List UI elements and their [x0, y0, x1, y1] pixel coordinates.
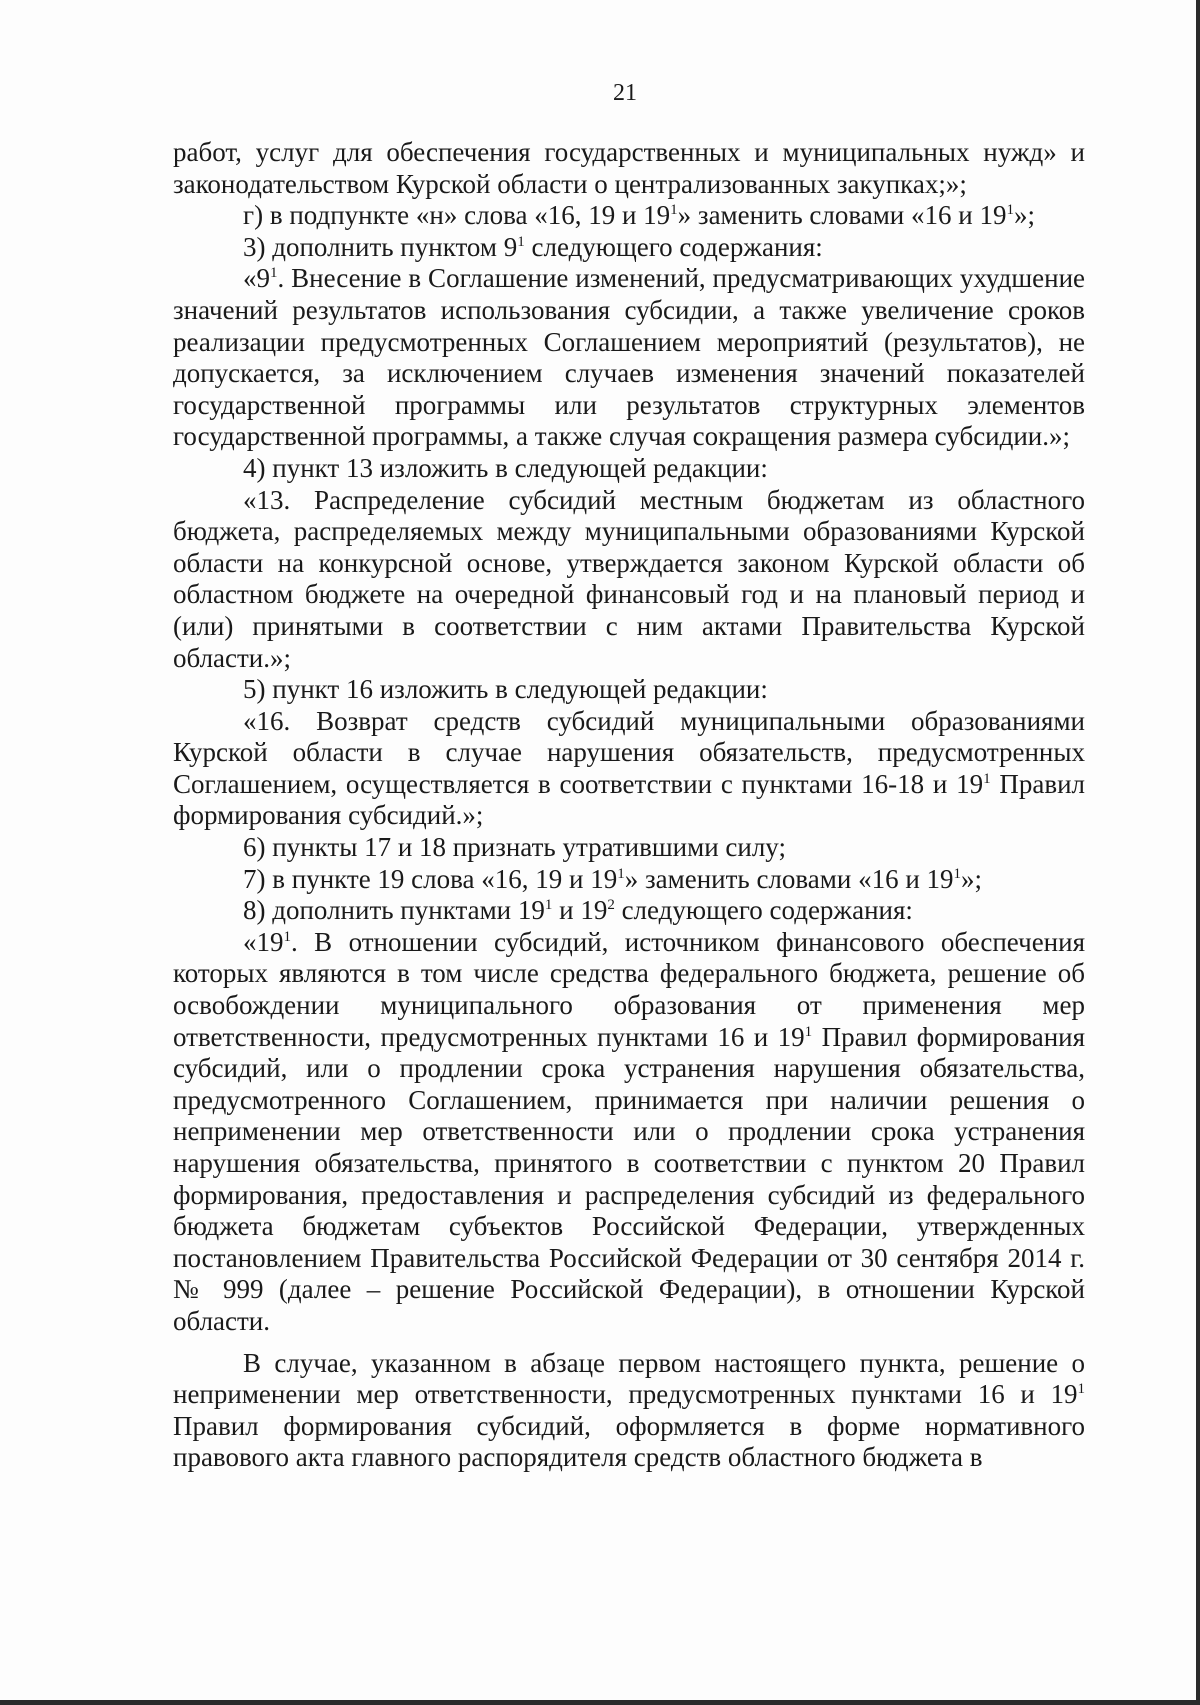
superscript-index: 1: [1077, 1381, 1085, 1398]
paragraph-text: »;: [961, 863, 983, 894]
paragraph-text: «13. Распределение субсидий местным бюджетам из областного бюджета, распределяемых между муниципальными образованиями Курской области на конкурсной основе, утверждается законом Курской области об областном бюджете на очередной финансовый год и на плановый период и (или) принятыми в соответствии с ним актами Правительства Курской области.»;: [173, 484, 1085, 673]
superscript-index: 1: [517, 233, 525, 250]
paragraph-text: 5) пункт 16 изложить в следующей редакции:: [243, 674, 768, 705]
paragraph: [173, 200, 1085, 232]
superscript-index: 2: [607, 897, 615, 914]
paragraph: [173, 485, 1085, 675]
superscript-index: 1: [283, 928, 291, 945]
scan-edge-bottom: [0, 1700, 1200, 1705]
paragraph-text: г) в подпункте «н» слова «16, 19 и 19: [243, 200, 671, 231]
paragraph-text: 8) дополнить пунктами 19: [243, 895, 545, 926]
paragraph: [173, 832, 1085, 864]
paragraph-text: Правил формирования субсидий, или о продлении срока устранения нарушения обязательства, предусмотренного Соглашением, принимается при наличии решения о неприменении мер ответственности или о продлении срока устранения нарушения обязательства, принятого в соответствии с пунктом 20 Правил формирования, предоставления и распределения субсидий из федерального бюджета бюджетам субъектов Российской Федерации, утвержденных постановлением Правительства Российской Федерации от 30 сентября 2014 г. № 999 (далее – решение Российской Федерации), в отношении Курской области.: [173, 1021, 1086, 1336]
paragraph-text: » заменить словами «16 и 19: [677, 200, 1007, 231]
superscript-index: 1: [544, 897, 553, 914]
paragraph-text: 3) дополнить пунктом 9: [243, 231, 518, 262]
paragraph: [173, 927, 1085, 1338]
paragraph: [173, 864, 1085, 896]
paragraph-text: Правил формирования субсидий.»;: [173, 768, 1085, 831]
paragraph-text: Правил формирования субсидий, оформляется в форме нормативного правового акта главного распорядителя средств областного бюджета в: [173, 1410, 1085, 1473]
paragraph-text: «9: [243, 263, 270, 294]
superscript-index: 1: [804, 1023, 813, 1040]
paragraph-text: «16. Возврат средств субсидий муниципальными образованиями Курской области в случае нарушения обязательств, предусмотренных Соглашением, осуществляется в соответствии с пунктами 16-18 и 19: [173, 705, 1085, 799]
paragraph-text: 6) пункты 17 и 18 признать утратившими силу;: [243, 832, 786, 863]
paragraph-text: 4) пункт 13 изложить в следующей редакции:: [243, 452, 768, 483]
superscript-index: 1: [983, 770, 991, 787]
paragraph: [173, 232, 1085, 264]
paragraph: [173, 706, 1085, 832]
paragraph: [173, 453, 1085, 485]
document-body: [173, 137, 1085, 1474]
paragraph-text: . В отношении субсидий, источником финансового обеспечения которых являются в том числе средства федерального бюджета, решение об освобождении муниципального образования от применения мер ответственности, предусмотренных пунктами 16 и 19: [173, 926, 1085, 1052]
paragraph: [173, 137, 1085, 200]
superscript-index: 1: [670, 202, 678, 219]
paragraph-text: следующего содержания:: [524, 231, 823, 262]
paragraph-text: работ, услуг для обеспечения государственных и муниципальных нужд» и законодательством Курской области о централизованных закупках;»;: [173, 137, 1085, 199]
paragraph-text: В случае, указанном в абзаце первом настоящего пункта, решение о неприменении мер ответственности, предусмотренных пунктами 16 и 19: [173, 1347, 1085, 1410]
scan-edge-right: [1196, 0, 1200, 1705]
paragraph: [173, 1348, 1085, 1474]
paragraph-text: . Внесение в Соглашение изменений, предусматривающих ухудшение значений результатов использования субсидии, а также увеличение сроков реализации предусмотренных Соглашением мероприятий (результатов), не допускается, за исключением случаев изменения значений показателей государственной программы или результатов структурных элементов государственной программы, а также случая сокращения размера субсидии.»;: [173, 263, 1085, 452]
page-number: 21: [613, 80, 637, 106]
superscript-index: 1: [617, 865, 625, 882]
paragraph-text: »;: [1013, 200, 1035, 231]
paragraph: [173, 263, 1085, 453]
paragraph-text: » заменить словами «16 и 19: [624, 863, 954, 894]
paragraph: [173, 895, 1085, 927]
paragraph-text: следующего содержания:: [614, 895, 913, 926]
superscript-index: 1: [1006, 202, 1014, 219]
paragraph-text: и 19: [552, 895, 608, 926]
paragraph-text: 7) в пункте 19 слова «16, 19 и 19: [243, 863, 618, 894]
paragraph: [173, 674, 1085, 706]
paragraph-text: «19: [243, 926, 284, 957]
superscript-index: 1: [270, 265, 278, 282]
superscript-index: 1: [953, 865, 962, 882]
